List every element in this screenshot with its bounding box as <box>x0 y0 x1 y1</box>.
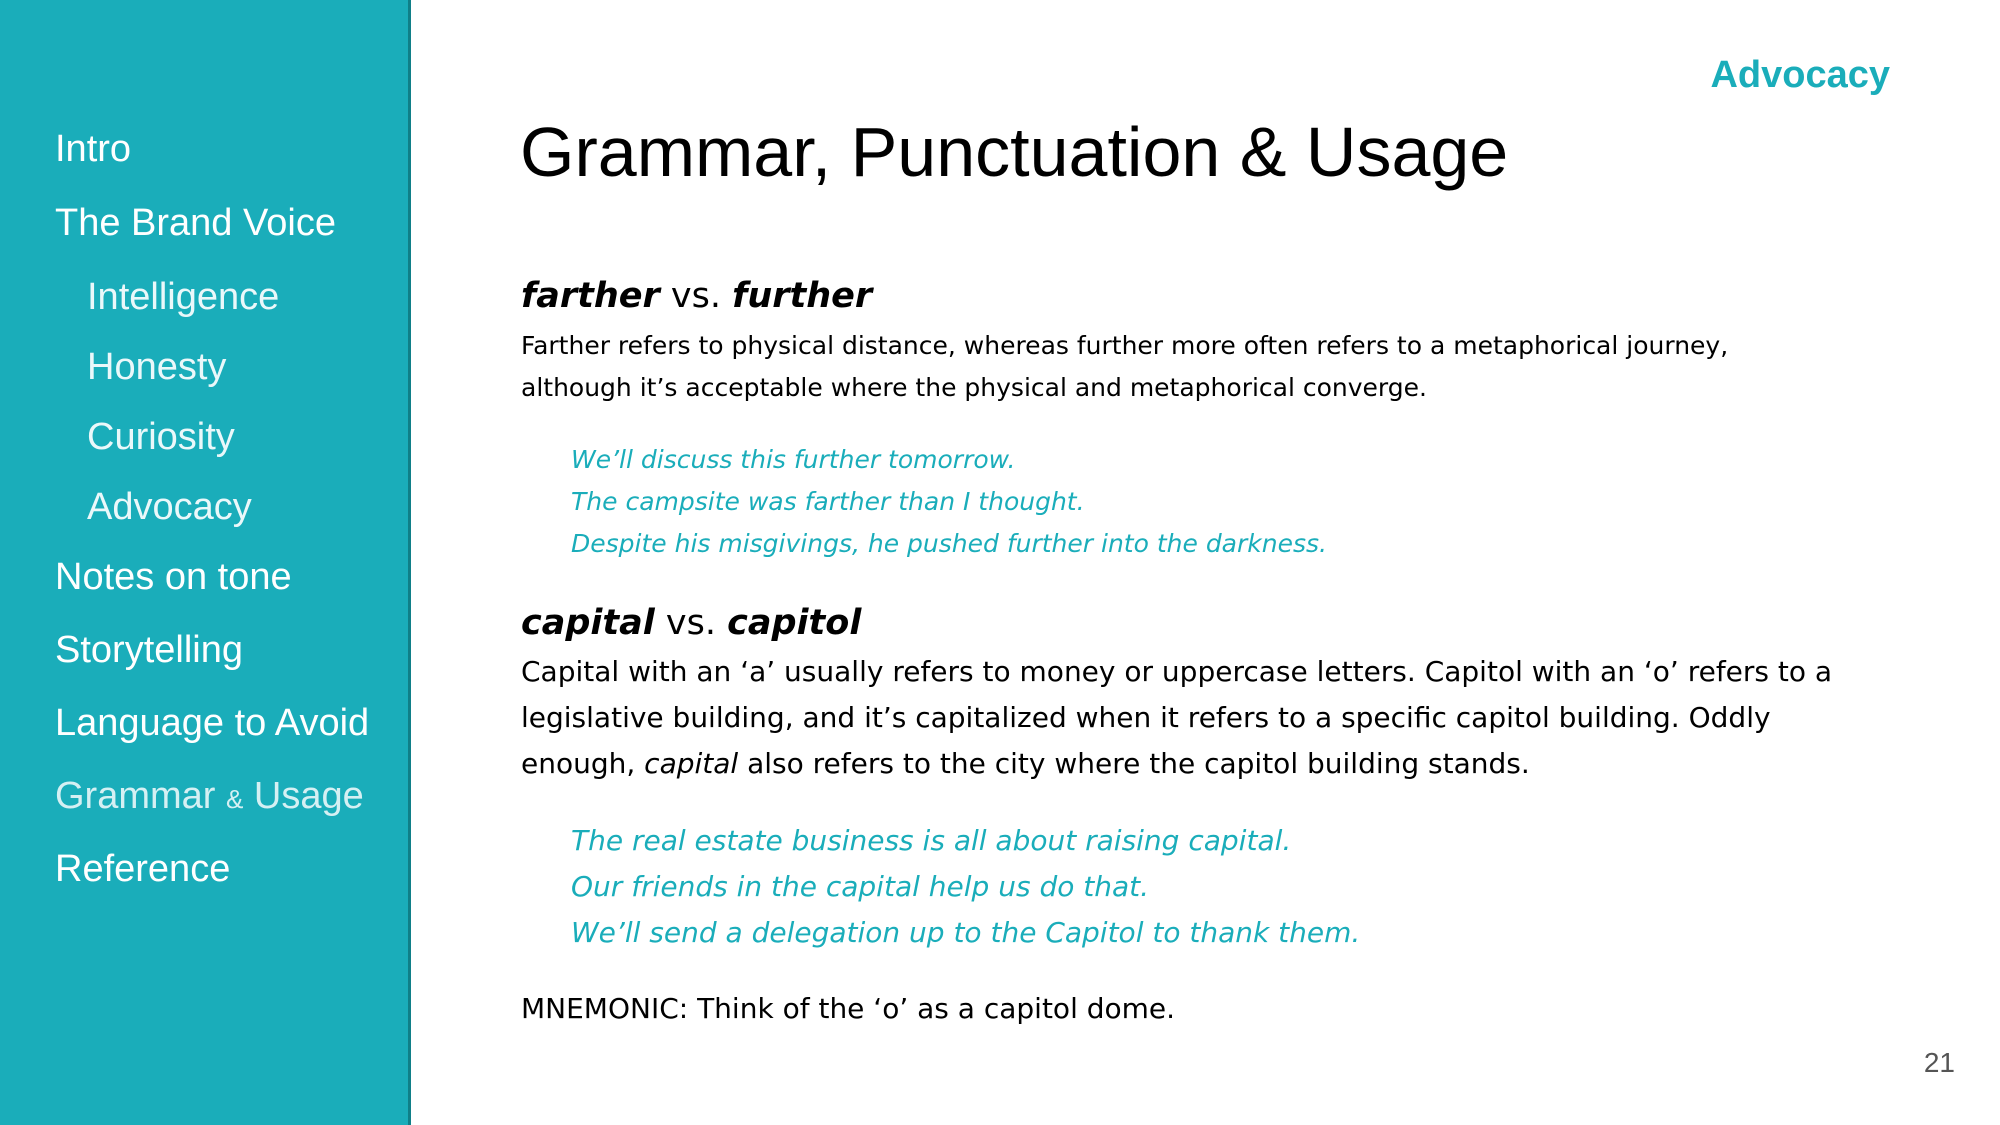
sidebar-item-usage-label: Usage <box>253 775 364 817</box>
sidebar-item-grammar-amp: & <box>226 784 244 814</box>
sidebar-item-storytelling[interactable]: Storytelling <box>55 629 243 671</box>
page-number: 21 <box>1923 1047 1955 1078</box>
section-label: Advocacy <box>1710 54 1890 96</box>
entry-body-line: legislative building, and it’s capitalized when it refers to a specific capitol building. Oddly <box>521 701 1771 734</box>
sidebar-item-curiosity[interactable]: Curiosity <box>87 416 235 458</box>
entry-term: capitol <box>727 603 862 643</box>
sidebar-item-reference[interactable]: Reference <box>55 848 231 890</box>
sidebar-item-grammar-label: Grammar <box>55 775 216 817</box>
example-sentence: We’ll send a delegation up to the Capitol to thank them. <box>571 916 1361 949</box>
entry-body-line <box>521 746 1530 782</box>
sidebar-item-advocacy[interactable]: Advocacy <box>87 486 252 528</box>
example-sentence: Despite his misgivings, he pushed further into the darkness. <box>571 529 1327 558</box>
example-sentence: Our friends in the capital help us do that. <box>571 870 1150 903</box>
sidebar-item-notes-on-tone[interactable]: Notes on tone <box>55 556 292 598</box>
body-text: enough, <box>521 747 645 780</box>
sidebar-item-intelligence[interactable]: Intelligence <box>87 276 280 318</box>
entry-term: capital <box>521 603 655 643</box>
sidebar-item-grammar-usage[interactable] <box>55 773 364 822</box>
entry-term: further <box>732 276 873 316</box>
entry-body-line: although it’s acceptable where the physical and metaphorical converge. <box>521 373 1427 402</box>
example-sentence: The campsite was farther than I thought. <box>571 487 1085 516</box>
sidebar-nav <box>0 0 411 1125</box>
entry-heading-farther-further <box>521 274 872 318</box>
entry-body-line: Capital with an ‘a’ usually refers to money or uppercase letters. Capitol with an ‘o’ refers to a <box>521 655 1833 688</box>
body-text: also refers to the city where the capitol building stands. <box>738 747 1530 780</box>
entry-body-line: Farther refers to physical distance, whereas further more often refers to a metaphorical journey, <box>521 331 1729 360</box>
sidebar-item-language-to-avoid[interactable]: Language to Avoid <box>55 702 370 744</box>
entry-vs: vs. <box>670 276 721 316</box>
example-sentence: The real estate business is all about raising capital. <box>571 824 1292 857</box>
sidebar-item-intro[interactable]: Intro <box>55 128 132 170</box>
entry-term: farther <box>521 276 660 316</box>
body-italic-term: capital <box>644 747 739 780</box>
example-sentence: We’ll discuss this further tomorrow. <box>571 445 1016 474</box>
mnemonic-note: MNEMONIC: Think of the ‘o’ as a capitol dome. <box>521 992 1176 1025</box>
entry-vs: vs. <box>665 603 716 643</box>
page-title: Grammar, Punctuation & Usage <box>520 113 1509 191</box>
sidebar-item-brand-voice[interactable]: The Brand Voice <box>55 202 336 244</box>
entry-heading-capital-capitol <box>521 601 861 645</box>
sidebar-item-honesty[interactable]: Honesty <box>87 346 227 388</box>
